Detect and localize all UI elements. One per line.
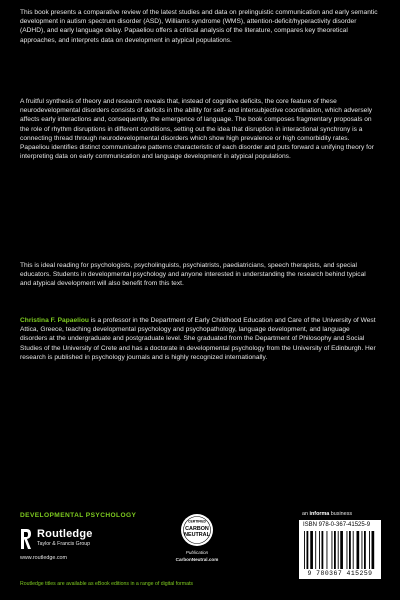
carbon-certified-text: CERTIFIED	[188, 519, 206, 524]
barcode-bar	[357, 531, 360, 569]
carbon-neutral-seal-icon	[180, 513, 214, 547]
publisher-subtitle: Taylor & Francis Group	[37, 541, 91, 547]
barcode-bar	[349, 531, 351, 569]
barcode-bar	[340, 531, 343, 569]
description-paragraph-1: This book presents a comparative review of the latest studies and data on prelinguistic communication and early semantic development in autism spectrum disorder (ASD), Williams syndrome (WMS), attention-deficit/hyperactivity disorder (ADHD), and early language delay. Papaeliou offers a critical analysis of the literature, compares key theoretical approaches, and interprets data on development in atypical populations.	[20, 9, 378, 44]
informa-business-label	[302, 511, 352, 517]
barcode-bar	[319, 531, 320, 569]
barcode-digits: 9 780367 415259	[307, 570, 373, 577]
author-bio	[20, 316, 378, 362]
description-paragraph-2: A fruitful synthesis of theory and research reveals that, instead of cognitive deficits, the core feature of these neurodevelopmental disorders consists of deficits in the ability for self- and intersubjective coordination, which adversely affects early interactions and, consequently, the emergence of language. The book composes fragmentary proposals on the role of rhythm disruptions in different conditions, setting out the idea that disruption in interactional synchrony is a connecting thread through neurodevelopmental disorders which show high prevalence or high comorbidity rates. Papaeliou identifies distinct communicative patterns characteristic of each disorder and puts forward a unifying theory for interpreting data on early communication and language development in atypical populations.	[20, 98, 374, 161]
barcode-bar	[372, 531, 375, 569]
informa-prefix: an	[302, 511, 310, 517]
carbon-url: CarbonNeutral.com	[175, 557, 219, 562]
barcode-bar	[338, 531, 339, 569]
barcode-bar	[369, 531, 370, 569]
barcode-bar	[332, 531, 333, 569]
publisher-url: www.routledge.com	[20, 555, 68, 561]
author-name: Christina F. Papaeliou	[20, 317, 89, 324]
barcode-bar	[353, 531, 354, 569]
informa-name: informa	[309, 511, 330, 517]
barcode-bar	[315, 531, 316, 569]
barcode-bar	[322, 531, 324, 569]
carbon-line2-text: NEUTRAL	[184, 532, 210, 538]
barcode-bar	[310, 531, 313, 569]
series-label: DEVELOPMENTAL PSYCHOLOGY	[20, 512, 137, 519]
barcode-bar	[304, 531, 305, 569]
carbon-publication-label: Publication	[185, 550, 209, 555]
barcode-bar	[364, 531, 366, 569]
isbn-text: ISBN 978-0-367-41525-9	[303, 522, 371, 528]
description-paragraph-3: This is ideal reading for psychologists, psycholinguists, psychiatrists, paediatricians, speech therapists, and special educators. Students in developmental psychology and anyone interested in understanding the research behind typical and atypical development will also benefit from this text.	[20, 262, 366, 288]
routledge-r-icon	[20, 528, 32, 550]
author-bio-text: is a professor in the Department of Early Childhood Education and Care of the University of West Attica, Greece, teaching developmental psychology and psychopathology, language development, and language disorders at the undergraduate and postgraduate level. She graduated from the Department of Philosophy and Social Studies of the University of Crete and has a doctorate in developmental psychology from the University of Edinburgh. Her research is published in psychology journals and is highly recognized internationally.	[20, 317, 376, 361]
informa-suffix: business	[329, 511, 353, 517]
barcode-bar	[334, 531, 336, 569]
barcode-bar	[347, 531, 348, 569]
isbn-barcode	[299, 520, 381, 579]
barcode-bar	[362, 531, 363, 569]
barcode-bar	[327, 531, 328, 569]
carbon-line1-text: CARBON	[185, 526, 209, 532]
barcode-bar	[307, 531, 309, 569]
publisher-name: Routledge	[37, 528, 93, 540]
ebook-footnote: Routledge titles are available as eBook editions in a range of digital formats	[20, 581, 194, 587]
barcode-icon	[304, 531, 376, 571]
carbon-neutral-badge	[171, 513, 223, 567]
